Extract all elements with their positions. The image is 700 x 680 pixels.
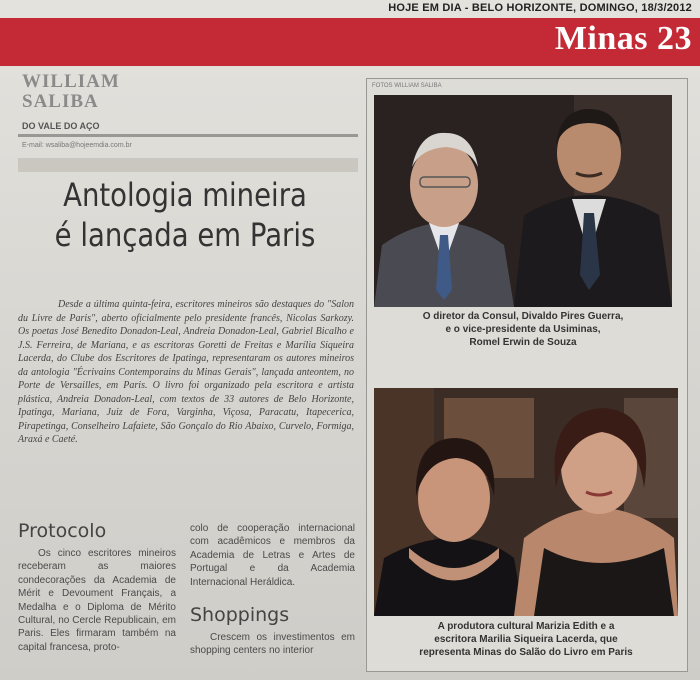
columnist-last-name: SALIBA <box>22 91 99 112</box>
dateline: HOJE EM DIA - BELO HORIZONTE, DOMINGO, 18/3/2012 <box>388 2 692 14</box>
columnist-email: E-mail: wsaliba@hojeemdia.com.br <box>22 142 132 149</box>
shoppings-heading: Shoppings <box>190 604 290 626</box>
protocolo-continuation: colo de cooperação internacional com acadêmicos e membros da Academia de Letras e Artes de Portugal e da Academia Internacional Heráldica. <box>190 523 355 588</box>
photo-writers-image <box>374 388 678 616</box>
caption-executives <box>374 310 672 349</box>
caption-writers <box>374 620 678 659</box>
section-title: Minas 23 <box>554 20 692 57</box>
photo-executives <box>374 95 672 307</box>
headline-line-1: Antologia mineira <box>63 176 307 214</box>
header-band <box>18 158 358 172</box>
column-rule <box>18 134 358 137</box>
protocolo-text: Os cinco escritores mineiros receberam as maiores condecorações da Academia de Mérit e Devoument Français, a Medalha e o Diploma de Mérito Cultural, no Cercle Republicain, em Paris. Eles firmaram também na capital francesa, proto- <box>18 548 176 653</box>
caption-1-line-2: e o vice-presidente da Usiminas, <box>445 324 601 335</box>
photo-writers <box>374 388 678 616</box>
caption-1-line-1: O diretor da Consul, Divaldo Pires Guerra, <box>422 311 624 322</box>
shoppings-text: Crescem os investimentos em shopping centers no interior <box>190 632 355 657</box>
caption-2-line-3: representa Minas do Salão do Livro em Paris <box>419 647 633 658</box>
caption-1-line-3: Romel Erwin de Souza <box>469 337 577 348</box>
caption-2-line-2: escritora Marilia Siqueira Lacerda, que <box>434 634 618 645</box>
article-lead: Desde a última quinta-feira, escritores mineiros são destaques do "Salon du Livre de Paris", aberto oficialmente pelo presidente francês, Nicolas Sarkozy. Os poetas José Benedito Donadon-Leal, Andreia Donadon-Leal, Gabriel Bicalho e J.S. Ferreira, de Mariana, e as escritoras Goretti de Freitas e Marília Siqueira Lacerda, do Clube dos Escritores de Ipatinga, representaram os autores mineiros da antologia "Écrivains Contemporains du Minas Gerais", lançada anteontem, no Porte de Versailles, em Paris. O livro foi organizado pela escritora e artista plástica, Andreia Donadon-Leal, com textos de 33 autores de Belo Horizonte, Ipatinga, Mariana, Juiz de Fora, Varginha, Viçosa, Paracatu, Itapecerica, Pirapetinga, Conselheiro Lafaiete, São Gonçalo do Rio Abaixo, Curvelo, Formiga, Araxá e Caeté. <box>18 299 354 445</box>
protocolo-heading: Protocolo <box>18 520 107 542</box>
headline-line-2: é lançada em Paris <box>54 216 316 254</box>
photo-credit: FOTOS WILLIAM SALIBA <box>372 83 442 89</box>
caption-2-line-1: A produtora cultural Marizia Edith e a <box>437 621 615 632</box>
columnist-name <box>22 72 192 112</box>
column-name: DO VALE DO AÇO <box>22 121 100 131</box>
article-headline <box>52 175 319 255</box>
photo-executives-image <box>374 95 672 307</box>
columnist-first-name: WILLIAM <box>22 71 120 92</box>
